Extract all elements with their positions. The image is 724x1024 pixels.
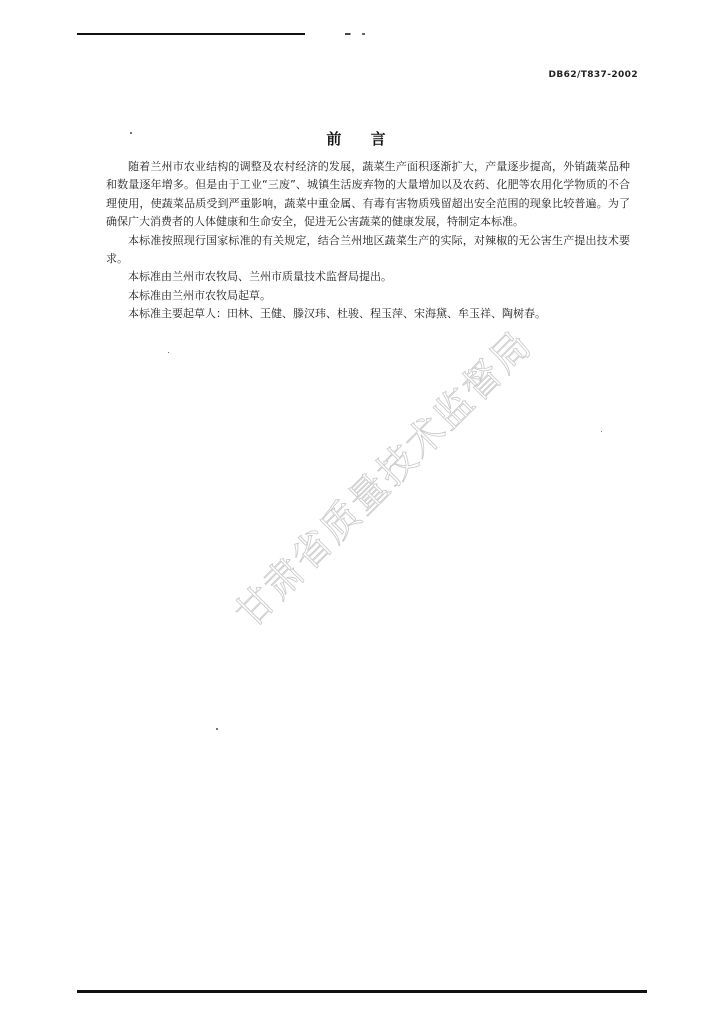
foreword-paragraph-3: 本标准由兰州市农牧局、兰州市质量技术监督局提出。 bbox=[128, 270, 392, 284]
foreword-paragraph-1: 随着兰州市农业结构的调整及农村经济的发展，蔬菜生产面积逐渐扩大，产量逐步提高，外销蔬菜品种和数量逐年增多。但是由于工业“三废”、城镇生活废弃物的大量增加以及农药、化肥等农用化学物质的不合理使用，使蔬菜品质受到严重影响，蔬菜中重金属、有毒有害物质残留超出安全范围的现象比较普遍。为了确保广大消费者的人体健康和生命安全，促进无公害蔬菜的健康发展，特制定本标准。 bbox=[106, 160, 630, 229]
foreword-paragraph-5: 本标准主要起草人：田林、王健、滕汉玮、杜骏、程玉萍、宋海黛、牟玉祥、陶树春。 bbox=[128, 307, 546, 321]
standard-code: DB62/T837-2002 bbox=[548, 70, 638, 80]
scan-speck bbox=[168, 352, 169, 353]
foreword-title: 前 言 bbox=[326, 130, 398, 148]
footer-rule bbox=[77, 990, 647, 993]
foreword-paragraph-2: 本标准按照现行国家标准的有关规定，结合兰州地区蔬菜生产的实际，对辣椒的无公害生产提出技术要求。 bbox=[106, 233, 630, 266]
scan-speck bbox=[601, 431, 602, 432]
foreword-paragraph-4: 本标准由兰州市农牧局起草。 bbox=[128, 288, 271, 302]
scan-speck bbox=[130, 132, 132, 134]
scan-speck bbox=[216, 728, 218, 730]
watermark: 甘肃省质量技术监督局 bbox=[226, 321, 541, 636]
foreword-body bbox=[106, 158, 630, 324]
header-rule bbox=[77, 33, 647, 35]
